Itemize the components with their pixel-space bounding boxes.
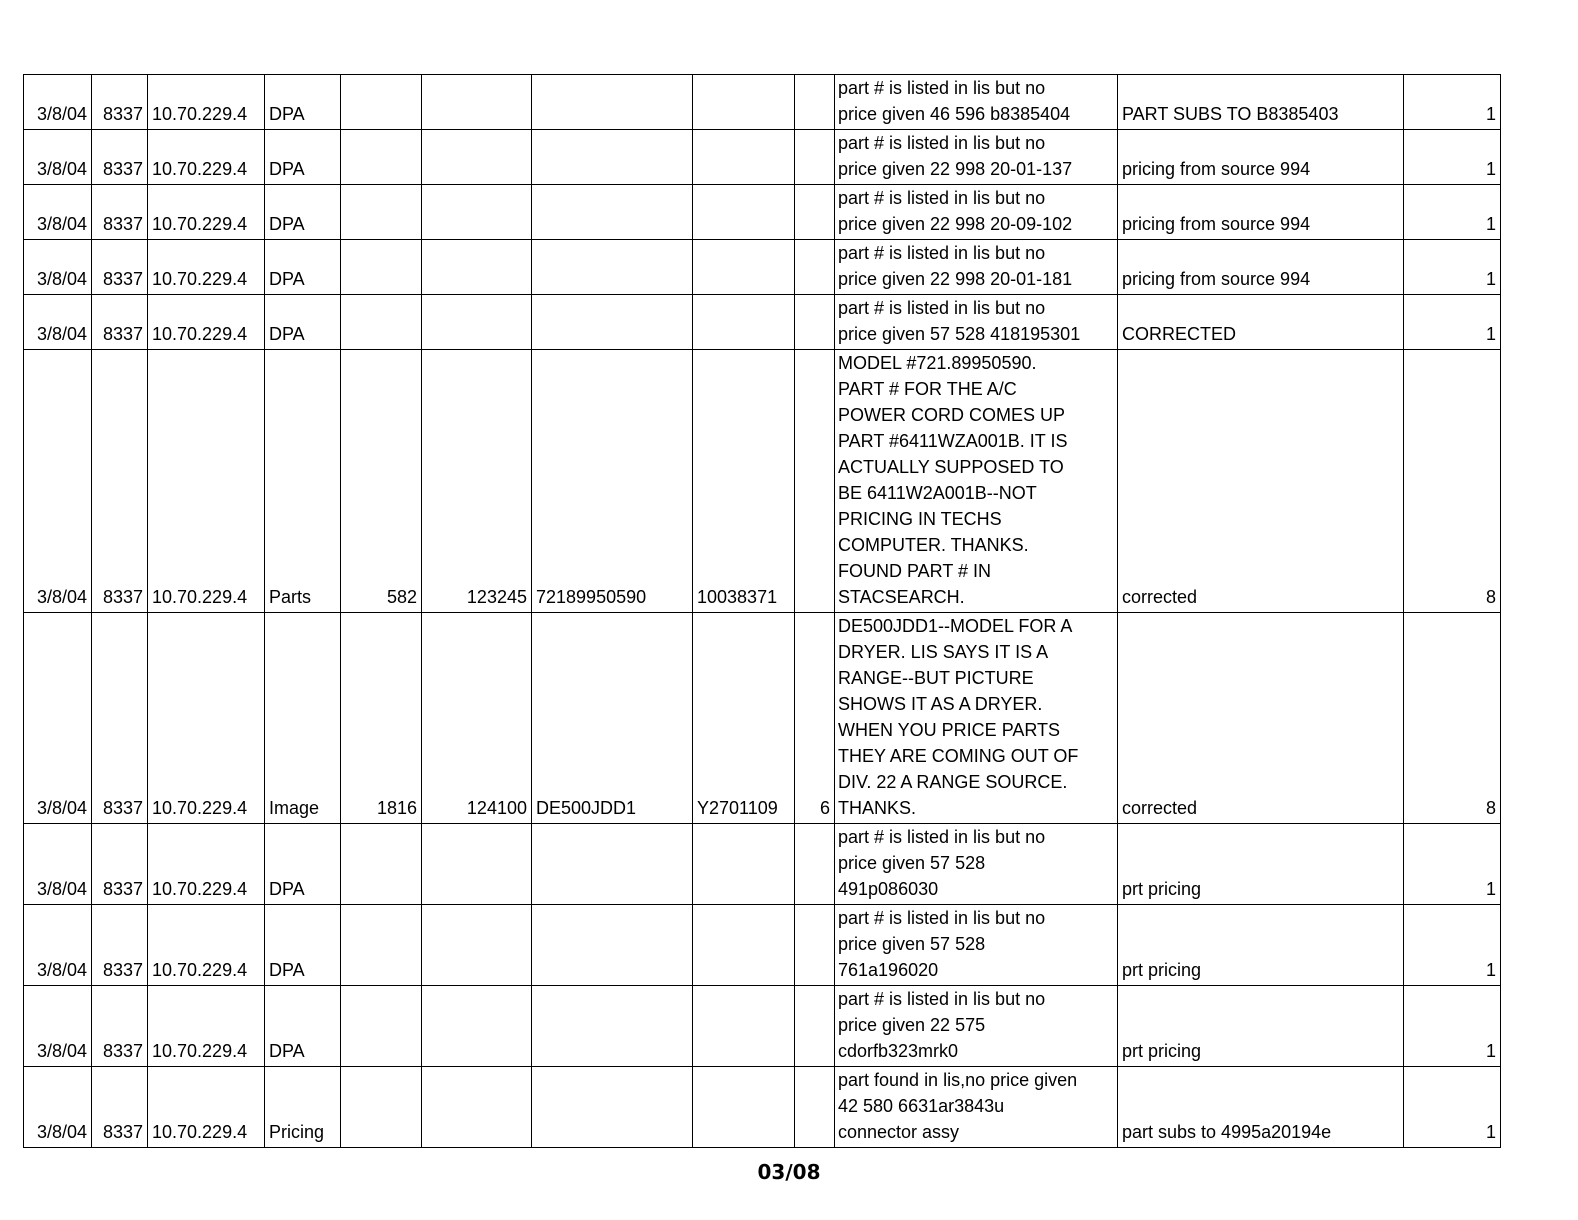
quantity-cell xyxy=(795,905,835,986)
issue-line: PART #6411WZA001B. IT IS xyxy=(838,431,1068,451)
ip-address-cell: 10.70.229.4 xyxy=(148,986,265,1067)
model-number-cell: 72189950590 xyxy=(532,350,693,613)
number-cell: 582 xyxy=(341,350,422,613)
issue-line: WHEN YOU PRICE PARTS xyxy=(838,720,1061,740)
quantity-cell xyxy=(795,295,835,350)
issue-line: price given 57 528 xyxy=(838,853,986,873)
number-cell: 1816 xyxy=(341,613,422,824)
table-row xyxy=(24,986,1501,1067)
user-id-cell: 8337 xyxy=(92,295,148,350)
table-row xyxy=(24,905,1501,986)
count-cell: 1 xyxy=(1404,905,1501,986)
issue-line: part # is listed in lis but no xyxy=(838,78,1046,98)
part-number-cell xyxy=(693,240,795,295)
category-cell: DPA xyxy=(265,240,341,295)
count-cell: 1 xyxy=(1404,75,1501,130)
issue-line: 42 580 6631ar3843u xyxy=(838,1096,1005,1116)
date-cell: 3/8/04 xyxy=(24,905,92,986)
ip-address-cell: 10.70.229.4 xyxy=(148,130,265,185)
category-cell: DPA xyxy=(265,185,341,240)
quantity-cell xyxy=(795,240,835,295)
issue-line: part # is listed in lis but no xyxy=(838,188,1046,208)
table-row xyxy=(24,295,1501,350)
count-cell: 1 xyxy=(1404,1067,1501,1148)
table-row xyxy=(24,1067,1501,1148)
issue-line: DRYER. LIS SAYS IT IS A xyxy=(838,642,1049,662)
resolution-cell: pricing from source 994 xyxy=(1118,240,1404,295)
issue-description-cell xyxy=(835,295,1118,350)
issue-description-cell xyxy=(835,185,1118,240)
issue-line: cdorfb323mrk0 xyxy=(838,1041,959,1061)
part-number-cell xyxy=(693,905,795,986)
resolution-cell: pricing from source 994 xyxy=(1118,185,1404,240)
issue-description-cell xyxy=(835,240,1118,295)
part-number-cell: 10038371 xyxy=(693,350,795,613)
date-cell: 3/8/04 xyxy=(24,185,92,240)
issue-description-cell xyxy=(835,905,1118,986)
resolution-cell: pricing from source 994 xyxy=(1118,130,1404,185)
user-id-cell: 8337 xyxy=(92,613,148,824)
issue-line: PRICING IN TECHS xyxy=(838,509,1002,529)
count-cell: 8 xyxy=(1404,613,1501,824)
issue-line: part # is listed in lis but no xyxy=(838,908,1046,928)
issue-line: price given 22 998 20-09-102 xyxy=(838,214,1073,234)
category-cell: DPA xyxy=(265,130,341,185)
issue-description-cell xyxy=(835,986,1118,1067)
model-number-cell xyxy=(532,185,693,240)
issue-description-cell xyxy=(835,130,1118,185)
model-number-cell xyxy=(532,240,693,295)
model-number-cell xyxy=(532,1067,693,1148)
quantity-cell xyxy=(795,350,835,613)
ip-address-cell: 10.70.229.4 xyxy=(148,613,265,824)
issue-line: STACSEARCH. xyxy=(838,587,965,607)
table-body xyxy=(24,75,1501,1148)
issue-line: COMPUTER. THANKS. xyxy=(838,535,1029,555)
issue-line: 491p086030 xyxy=(838,879,939,899)
issue-description-cell xyxy=(835,613,1118,824)
model-number-cell xyxy=(532,905,693,986)
table-row xyxy=(24,350,1501,613)
ip-address-cell: 10.70.229.4 xyxy=(148,240,265,295)
quantity-cell xyxy=(795,75,835,130)
ticket-number-cell xyxy=(422,905,532,986)
table-row xyxy=(24,613,1501,824)
issue-description-cell xyxy=(835,824,1118,905)
issue-description-cell xyxy=(835,75,1118,130)
part-number-cell xyxy=(693,185,795,240)
resolution-cell: PART SUBS TO B8385403 xyxy=(1118,75,1404,130)
ticket-number-cell: 124100 xyxy=(422,613,532,824)
resolution-cell: corrected xyxy=(1118,613,1404,824)
issue-line: part # is listed in lis but no xyxy=(838,827,1046,847)
ticket-number-cell xyxy=(422,824,532,905)
model-number-cell xyxy=(532,295,693,350)
user-id-cell: 8337 xyxy=(92,1067,148,1148)
quantity-cell xyxy=(795,1067,835,1148)
ticket-number-cell xyxy=(422,1067,532,1148)
quantity-cell: 6 xyxy=(795,613,835,824)
issue-line: DIV. 22 A RANGE SOURCE. xyxy=(838,772,1068,792)
count-cell: 1 xyxy=(1404,824,1501,905)
user-id-cell: 8337 xyxy=(92,905,148,986)
issue-description-cell xyxy=(835,1067,1118,1148)
issue-line: part # is listed in lis but no xyxy=(838,298,1046,318)
number-cell xyxy=(341,295,422,350)
ticket-number-cell xyxy=(422,295,532,350)
issue-line: MODEL #721.89950590. xyxy=(838,353,1037,373)
date-cell: 3/8/04 xyxy=(24,295,92,350)
number-cell xyxy=(341,240,422,295)
category-cell: Image xyxy=(265,613,341,824)
table-row xyxy=(24,130,1501,185)
ticket-number-cell xyxy=(422,986,532,1067)
date-cell: 3/8/04 xyxy=(24,986,92,1067)
quantity-cell xyxy=(795,185,835,240)
issue-line: part # is listed in lis but no xyxy=(838,989,1046,1009)
user-id-cell: 8337 xyxy=(92,75,148,130)
quantity-cell xyxy=(795,986,835,1067)
model-number-cell xyxy=(532,130,693,185)
issue-line: price given 46 596 b8385404 xyxy=(838,104,1071,124)
ip-address-cell: 10.70.229.4 xyxy=(148,824,265,905)
table-row xyxy=(24,75,1501,130)
model-number-cell: DE500JDD1 xyxy=(532,613,693,824)
page-number: 03/08 xyxy=(757,1160,821,1184)
resolution-cell: prt pricing xyxy=(1118,905,1404,986)
issue-line: connector assy xyxy=(838,1122,960,1142)
resolution-cell: CORRECTED xyxy=(1118,295,1404,350)
resolution-cell: corrected xyxy=(1118,350,1404,613)
issue-line: POWER CORD COMES UP xyxy=(838,405,1066,425)
number-cell xyxy=(341,905,422,986)
quantity-cell xyxy=(795,130,835,185)
ip-address-cell: 10.70.229.4 xyxy=(148,350,265,613)
count-cell: 1 xyxy=(1404,240,1501,295)
part-number-cell: Y2701109 xyxy=(693,613,795,824)
quantity-cell xyxy=(795,824,835,905)
part-number-cell xyxy=(693,986,795,1067)
issue-line: SHOWS IT AS A DRYER. xyxy=(838,694,1043,714)
model-number-cell xyxy=(532,986,693,1067)
ticket-number-cell xyxy=(422,130,532,185)
category-cell: DPA xyxy=(265,905,341,986)
count-cell: 1 xyxy=(1404,986,1501,1067)
issue-line: 761a196020 xyxy=(838,960,939,980)
ip-address-cell: 10.70.229.4 xyxy=(148,905,265,986)
user-id-cell: 8337 xyxy=(92,350,148,613)
user-id-cell: 8337 xyxy=(92,130,148,185)
number-cell xyxy=(341,1067,422,1148)
issue-line: part # is listed in lis but no xyxy=(838,133,1046,153)
issue-line: ACTUALLY SUPPOSED TO xyxy=(838,457,1064,477)
ip-address-cell: 10.70.229.4 xyxy=(148,185,265,240)
issue-line: DE500JDD1--MODEL FOR A xyxy=(838,616,1073,636)
user-id-cell: 8337 xyxy=(92,185,148,240)
number-cell xyxy=(341,185,422,240)
ticket-number-cell xyxy=(422,185,532,240)
ticket-number-cell: 123245 xyxy=(422,350,532,613)
number-cell xyxy=(341,986,422,1067)
ip-address-cell: 10.70.229.4 xyxy=(148,75,265,130)
count-cell: 1 xyxy=(1404,185,1501,240)
date-cell: 3/8/04 xyxy=(24,824,92,905)
issue-line: BE 6411W2A001B--NOT xyxy=(838,483,1037,503)
table-row xyxy=(24,185,1501,240)
issue-line: price given 22 998 20-01-181 xyxy=(838,269,1073,289)
resolution-cell: prt pricing xyxy=(1118,986,1404,1067)
count-cell: 8 xyxy=(1404,350,1501,613)
issue-line: price given 22 998 20-01-137 xyxy=(838,159,1073,179)
category-cell: DPA xyxy=(265,986,341,1067)
issue-line: price given 57 528 418195301 xyxy=(838,324,1081,344)
ticket-number-cell xyxy=(422,240,532,295)
resolution-cell: prt pricing xyxy=(1118,824,1404,905)
issue-line: price given 57 528 xyxy=(838,934,986,954)
issue-line: RANGE--BUT PICTURE xyxy=(838,668,1034,688)
date-cell: 3/8/04 xyxy=(24,350,92,613)
count-cell: 1 xyxy=(1404,130,1501,185)
category-cell: Parts xyxy=(265,350,341,613)
part-number-cell xyxy=(693,130,795,185)
ip-address-cell: 10.70.229.4 xyxy=(148,1067,265,1148)
issue-line: THEY ARE COMING OUT OF xyxy=(838,746,1079,766)
date-cell: 3/8/04 xyxy=(24,130,92,185)
date-cell: 3/8/04 xyxy=(24,613,92,824)
part-number-cell xyxy=(693,1067,795,1148)
number-cell xyxy=(341,130,422,185)
date-cell: 3/8/04 xyxy=(24,240,92,295)
count-cell: 1 xyxy=(1404,295,1501,350)
issue-log-table xyxy=(23,74,1501,1148)
number-cell xyxy=(341,75,422,130)
user-id-cell: 8337 xyxy=(92,986,148,1067)
number-cell xyxy=(341,824,422,905)
issue-line: PART # FOR THE A/C xyxy=(838,379,1017,399)
resolution-cell: part subs to 4995a20194e xyxy=(1118,1067,1404,1148)
category-cell: DPA xyxy=(265,824,341,905)
ip-address-cell: 10.70.229.4 xyxy=(148,295,265,350)
category-cell: DPA xyxy=(265,75,341,130)
date-cell: 3/8/04 xyxy=(24,1067,92,1148)
model-number-cell xyxy=(532,75,693,130)
table-row xyxy=(24,240,1501,295)
part-number-cell xyxy=(693,75,795,130)
user-id-cell: 8337 xyxy=(92,824,148,905)
table-row xyxy=(24,824,1501,905)
issue-line: FOUND PART # IN xyxy=(838,561,992,581)
part-number-cell xyxy=(693,824,795,905)
category-cell: Pricing xyxy=(265,1067,341,1148)
ticket-number-cell xyxy=(422,75,532,130)
issue-line: part found in lis,no price given xyxy=(838,1070,1078,1090)
issue-line: price given 22 575 xyxy=(838,1015,986,1035)
issue-description-cell xyxy=(835,350,1118,613)
issue-line: part # is listed in lis but no xyxy=(838,243,1046,263)
date-cell: 3/8/04 xyxy=(24,75,92,130)
category-cell: DPA xyxy=(265,295,341,350)
user-id-cell: 8337 xyxy=(92,240,148,295)
model-number-cell xyxy=(532,824,693,905)
part-number-cell xyxy=(693,295,795,350)
issue-line: THANKS. xyxy=(838,798,917,818)
